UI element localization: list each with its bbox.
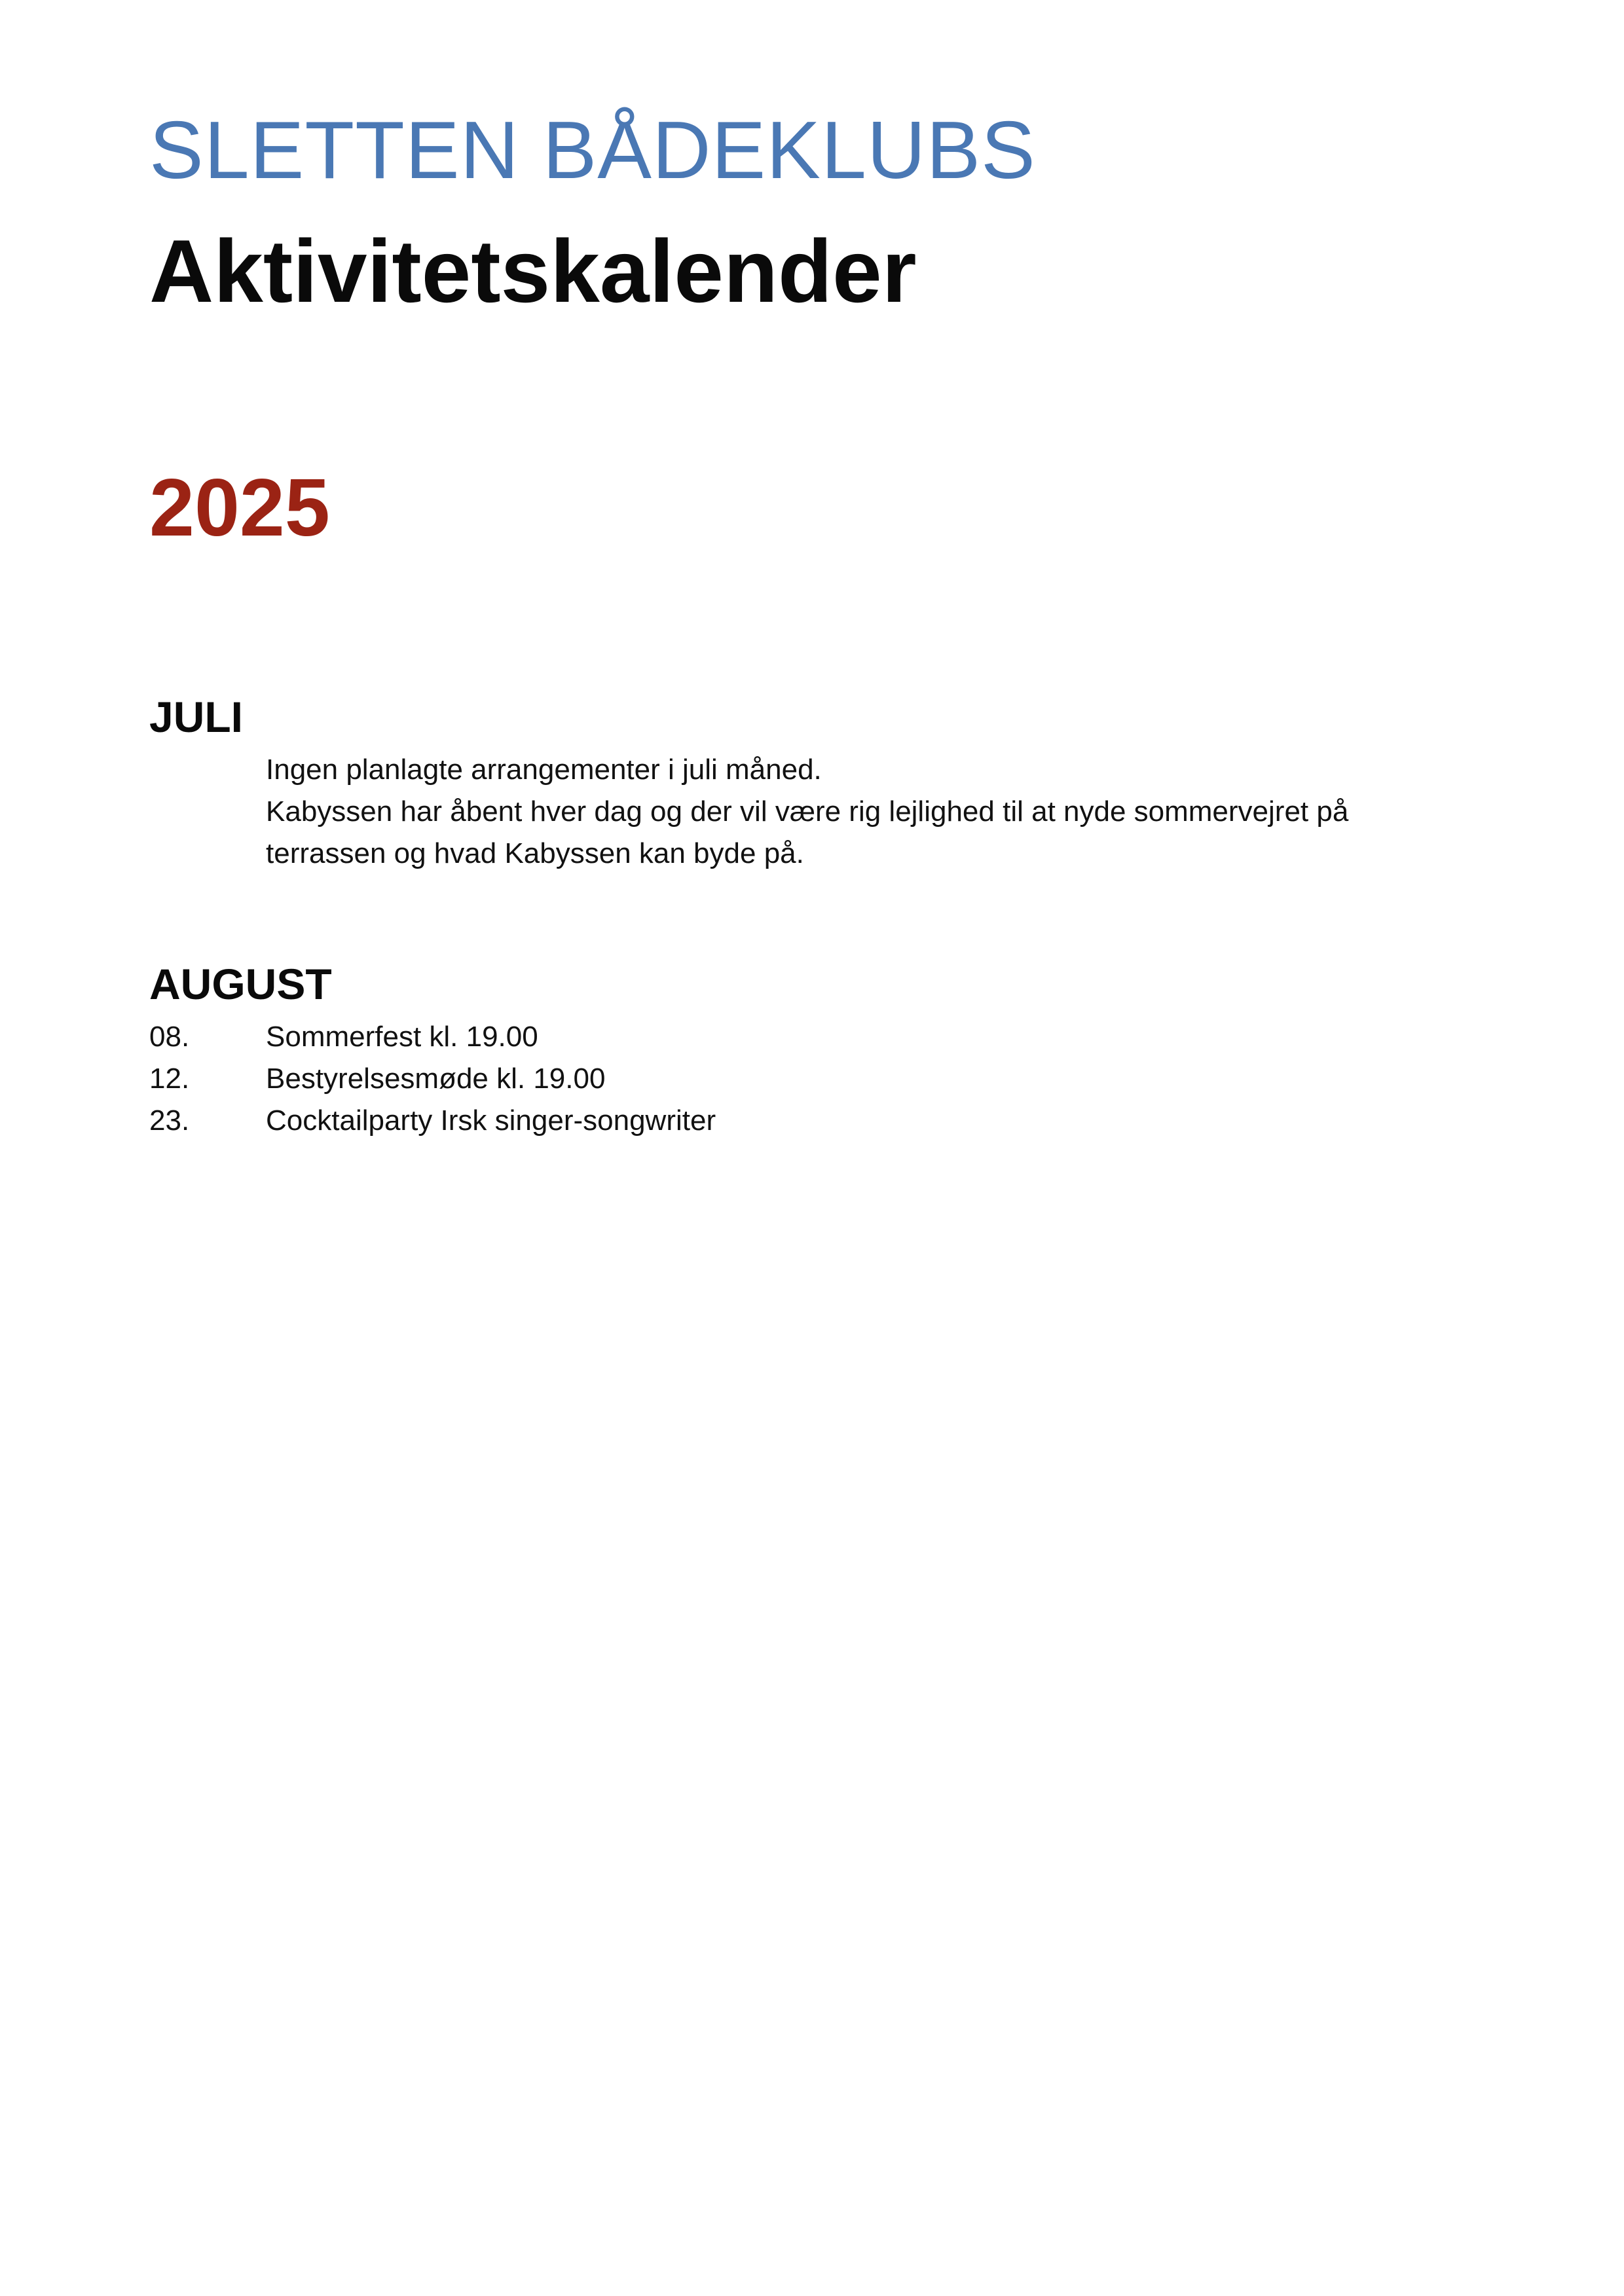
month-heading-august: AUGUST (149, 960, 332, 1008)
event-text: Sommerfest kl. 19.00 (266, 1021, 538, 1053)
juli-text-line: Kabyssen har åbent hver dag og der vil være rig lejlighed til at nyde sommervejret på (266, 795, 1349, 828)
event-row (149, 1058, 1459, 1100)
august-event-list (149, 1016, 1459, 1142)
document-title: Aktivitetskalender (149, 221, 917, 321)
event-text: Bestyrelsesmøde kl. 19.00 (266, 1063, 606, 1095)
juli-text-line: Ingen planlagte arrangementer i juli måned. (266, 754, 822, 786)
club-name: SLETTEN BÅDEKLUBS (149, 105, 1036, 196)
event-row (149, 1016, 1459, 1058)
month-heading-juli: JULI (149, 693, 244, 741)
juli-description (266, 749, 1510, 875)
event-day: 12. (149, 1063, 190, 1095)
event-row (149, 1100, 1459, 1142)
year-heading: 2025 (149, 463, 330, 553)
event-text: Cocktailparty Irsk singer-songwriter (266, 1104, 716, 1137)
juli-text-line: terrassen og hvad Kabyssen kan byde på. (266, 837, 804, 869)
event-day: 23. (149, 1104, 190, 1137)
event-day: 08. (149, 1021, 190, 1053)
